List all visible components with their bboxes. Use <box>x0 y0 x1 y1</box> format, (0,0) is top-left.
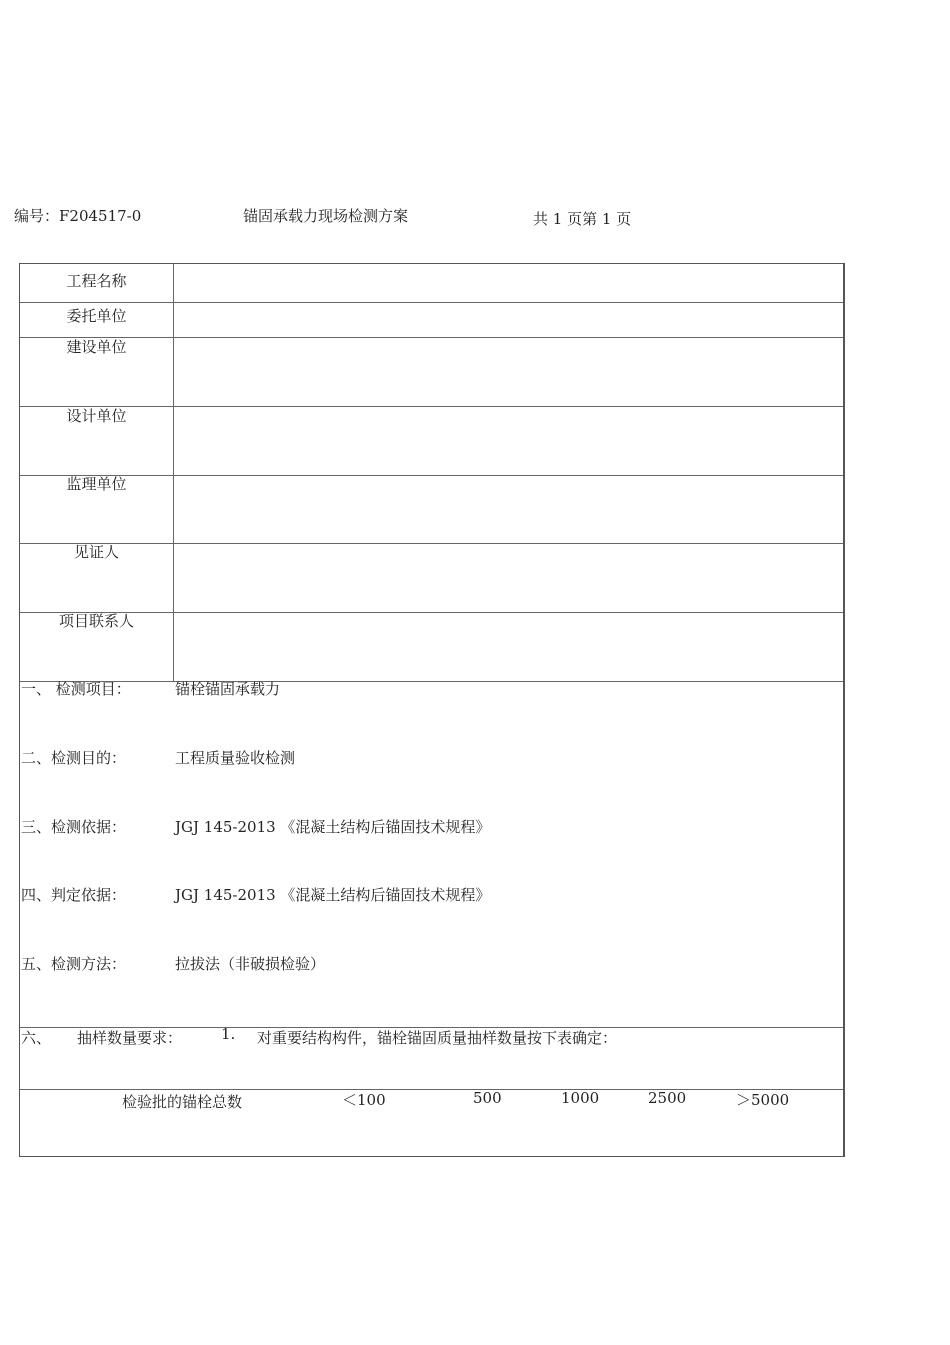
section-test-item-value: 锚栓锚固承载力 <box>175 680 281 698</box>
section-judgment-basis-value: JGJ 145-2013 《混凝土结构后锚固技术规程》 <box>175 886 491 904</box>
section-test-purpose-label: 二、检测目的： <box>21 749 127 767</box>
sample-col-1000: 1000 <box>561 1089 600 1107</box>
row-divider <box>20 1089 843 1090</box>
section-sampling-label: 抽样数量要求： <box>77 1029 183 1047</box>
label-supervision-unit: 监理单位 <box>66 475 127 493</box>
sample-col-2500: 2500 <box>648 1089 687 1107</box>
page-indicator: 共 1 页第 1 页 <box>533 210 632 228</box>
label-witness: 见证人 <box>73 543 119 561</box>
sample-col-gt5000: ＞5000 <box>736 1091 790 1109</box>
section-test-basis-value: JGJ 145-2013 《混凝土结构后锚固技术规程》 <box>175 818 491 836</box>
label-design-unit: 设计单位 <box>66 407 127 425</box>
label-project-name: 工程名称 <box>66 272 127 290</box>
sample-col-lt100: ＜100 <box>342 1091 386 1109</box>
label-construction-unit: 建设单位 <box>66 338 127 356</box>
row-divider <box>20 302 843 303</box>
label-client: 委托单位 <box>66 307 127 325</box>
section-test-method-label: 五、检测方法： <box>21 955 127 973</box>
row-divider <box>20 681 843 682</box>
section-test-basis-label: 三、检测依据： <box>21 818 127 836</box>
label-column-divider <box>173 264 174 681</box>
section-test-item-label: 一、 检测项目： <box>21 680 131 698</box>
form-table <box>19 263 845 1157</box>
section-sampling-text: 对重要结构构件，锚栓锚固质量抽样数量按下表确定： <box>257 1029 618 1047</box>
section-sampling-prefix: 六、 <box>21 1029 52 1047</box>
section-test-purpose-value: 工程质量验收检测 <box>175 749 296 767</box>
section-test-method-value: 拉拔法（非破损检验） <box>175 955 326 973</box>
sample-total-label: 检验批的锚栓总数 <box>122 1093 243 1111</box>
label-project-contact: 项目联系人 <box>58 612 134 630</box>
section-judgment-basis-label: 四、判定依据： <box>21 886 127 904</box>
section-sampling-item-no: 1. <box>221 1025 236 1043</box>
sample-col-500: 500 <box>473 1089 502 1107</box>
document-code: 编号：F204517-0 <box>14 207 142 225</box>
document-title: 锚固承载力现场检测方案 <box>243 207 409 225</box>
